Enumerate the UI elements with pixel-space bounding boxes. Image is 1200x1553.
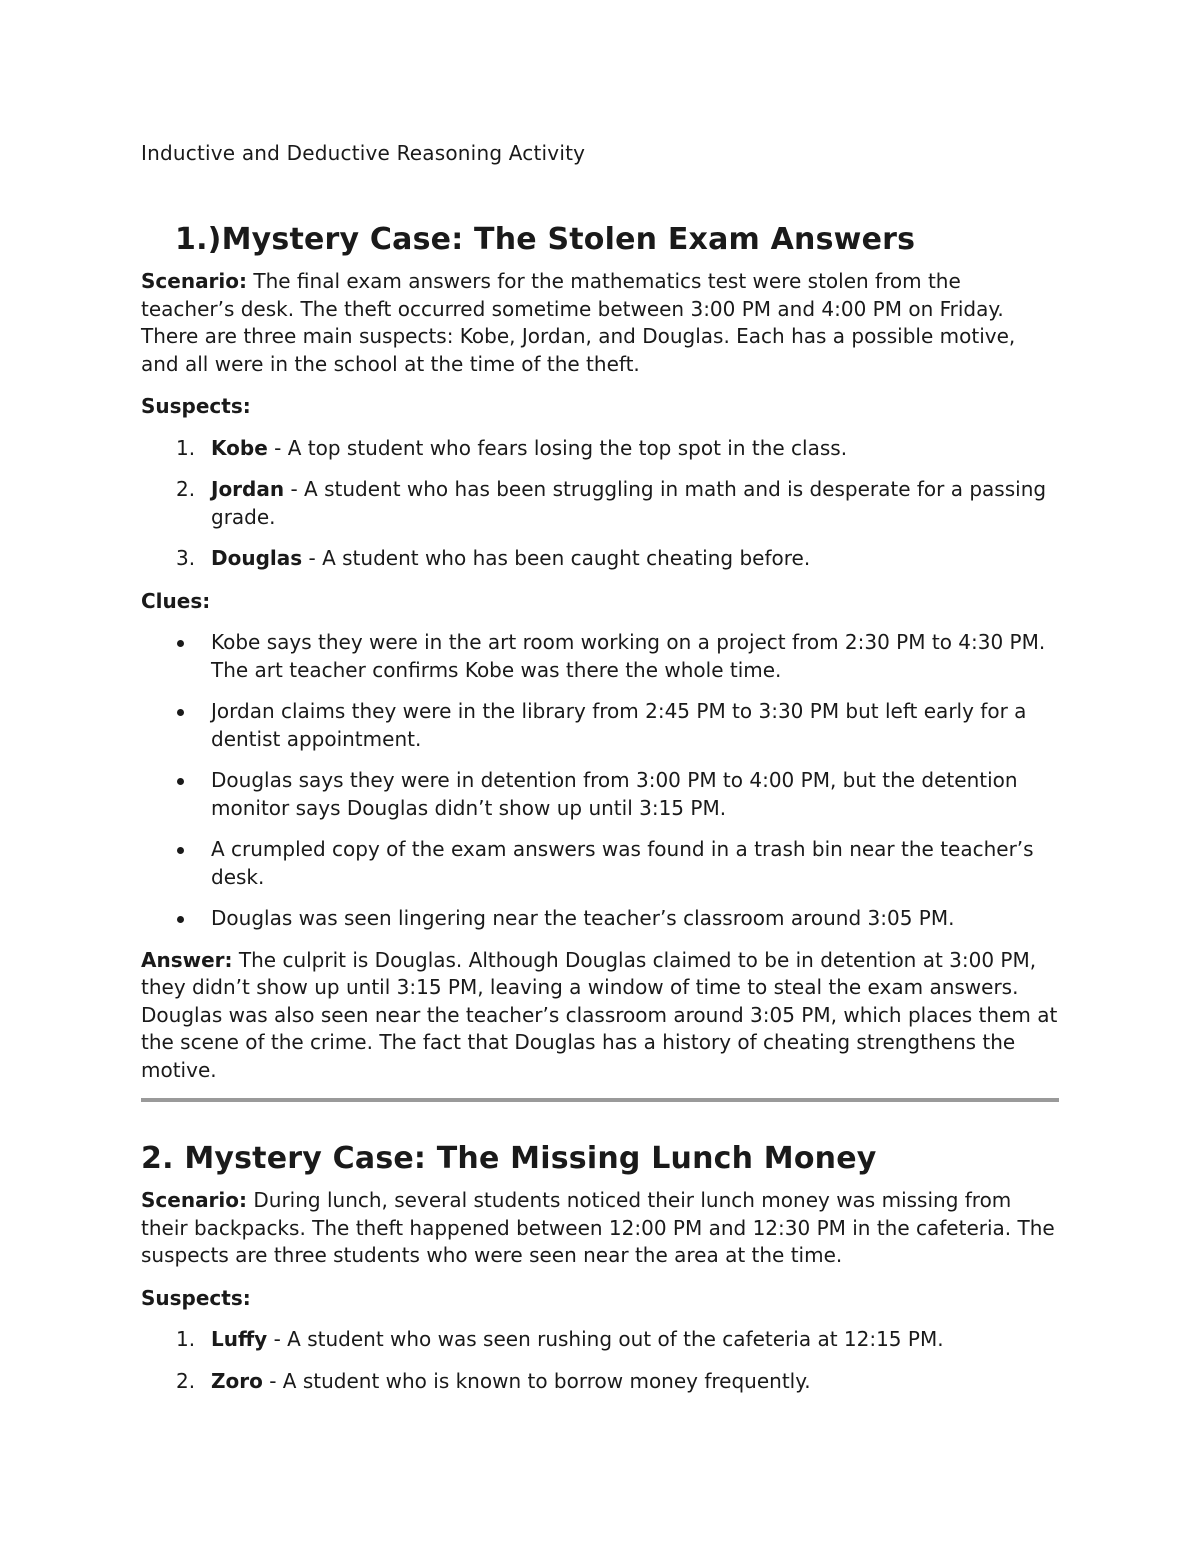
bullet-icon — [177, 847, 184, 854]
suspect-item — [141, 545, 1059, 573]
suspect-item — [141, 1326, 1059, 1354]
horizontal-divider — [141, 1098, 1059, 1102]
case1-clues-label: Clues: — [141, 588, 211, 613]
case1-answer-label: Answer: — [141, 947, 233, 972]
suspect-number: 2. — [176, 1368, 196, 1393]
suspect-number: 3. — [176, 546, 196, 570]
clue-text: Douglas says they were in detention from 3:00 PM to 4:00 PM, but the detention monitor says Douglas didn’t show up until 3:15 PM. — [211, 768, 1018, 820]
clue-item — [141, 905, 1059, 933]
suspect-description: - A top student who fears losing the top spot in the class. — [267, 435, 848, 460]
bullet-icon — [177, 709, 184, 716]
suspect-description: - A student who is known to borrow money frequently. — [262, 1368, 811, 1393]
suspect-number: 2. — [176, 477, 196, 501]
clue-item — [141, 836, 1059, 891]
suspect-number: 1. — [176, 1327, 196, 1351]
clue-text: A crumpled copy of the exam answers was found in a trash bin near the teacher’s desk. — [211, 837, 1034, 889]
case2-scenario — [141, 1187, 1059, 1270]
suspect-description: - A student who has been caught cheating before. — [302, 546, 811, 570]
clue-text: Douglas was seen lingering near the teacher’s classroom around 3:05 PM. — [211, 906, 955, 930]
case1-answer — [141, 947, 1059, 1085]
clue-item — [141, 629, 1059, 684]
suspect-name: Luffy — [211, 1327, 268, 1351]
suspect-name: Douglas — [211, 546, 303, 570]
suspect-name: Kobe — [211, 435, 268, 460]
case2-suspects-list — [141, 1326, 1059, 1395]
suspect-item — [141, 1368, 1059, 1396]
bullet-icon — [177, 916, 184, 923]
document-body — [141, 139, 1059, 1395]
case1-answer-text: The culprit is Douglas. Although Douglas claimed to be in detention at 3:00 PM, they didn’t show up until 3:15 PM, leaving a window of time to steal the exam answers. Douglas was also seen near the teacher’s classroom around 3:05 PM, which places them at the scene of the crime. The fact that Douglas has a history of cheating strengthens the motive. — [141, 947, 1058, 1082]
case2-suspects-label: Suspects: — [141, 1285, 251, 1310]
case2-heading: 2. Mystery Case: The Missing Lunch Money — [141, 1141, 877, 1176]
suspect-description: - A student who has been struggling in math and is desperate for a passing grade. — [211, 477, 1047, 529]
clue-item — [141, 767, 1059, 822]
case1-scenario — [141, 268, 1059, 378]
suspect-description: - A student who was seen rushing out of the cafeteria at 12:15 PM. — [267, 1327, 944, 1351]
case2-scenario-label: Scenario: — [141, 1188, 248, 1212]
clue-text: Jordan claims they were in the library from 2:45 PM to 3:30 PM but left early for a dentist appointment. — [211, 699, 1027, 751]
bullet-icon — [177, 778, 184, 785]
case1-heading: 1.)Mystery Case: The Stolen Exam Answers — [175, 222, 916, 257]
case1-suspects-label: Suspects: — [141, 394, 251, 418]
suspect-name: Zoro — [211, 1368, 263, 1393]
suspect-number: 1. — [176, 435, 196, 460]
suspect-item — [141, 476, 1059, 531]
clue-text: Kobe says they were in the art room working on a project from 2:30 PM to 4:30 PM. The art teacher confirms Kobe was there the whole time. — [211, 630, 1046, 682]
clue-item — [141, 698, 1059, 753]
case1-scenario-text: The final exam answers for the mathematics test were stolen from the teacher’s desk. The theft occurred sometime between 3:00 PM and 4:00 PM on Friday. There are three main suspects: Kobe, Jordan, and Douglas. Each has a possible motive, and all were in the school at the time of the theft. — [141, 269, 1016, 376]
bullet-icon — [177, 640, 184, 647]
document-title: Inductive and Deductive Reasoning Activity — [141, 141, 586, 165]
case1-scenario-label: Scenario: — [141, 269, 248, 293]
case2-scenario-text: During lunch, several students noticed their lunch money was missing from their backpacks. The theft happened between 12:00 PM and 12:30 PM in the cafeteria. The suspects are three students who were seen near the area at the time. — [141, 1188, 1055, 1267]
suspect-name: Jordan — [211, 477, 285, 501]
suspect-item — [141, 435, 1059, 463]
case1-clues-list — [141, 629, 1059, 933]
case1-suspects-list — [141, 435, 1059, 573]
